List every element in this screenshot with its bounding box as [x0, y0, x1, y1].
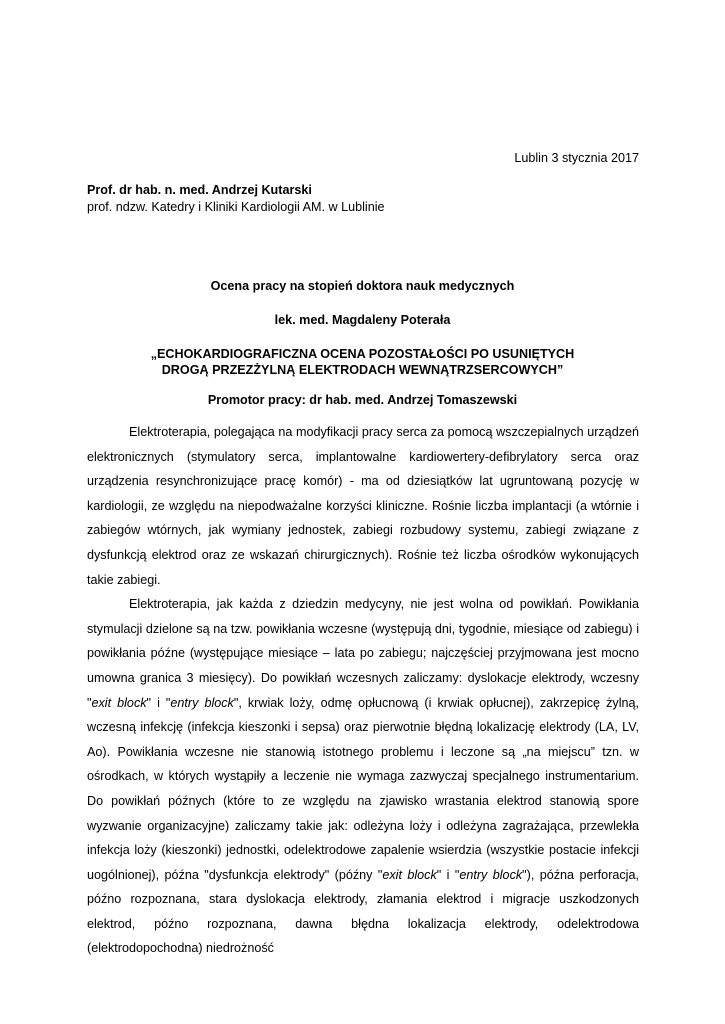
paragraph-2-part-a: Elektroterapia, jak każda z dziedzin medycyny, nie jest wolna od powikłań. Powikłania stymulacji dzielone są na tzw. powikłania wczesne (występują dni, tygodnie, miesiące od zabiegu) i powikłania późne (występujące miesiące – lata po zabiegu; najczęściej przyjmowana jest mocno umowna granica 3 miesięcy). Do powikłań wczesnych zaliczamy: dyslokacje elektrody, wczesny ": [87, 597, 639, 710]
author-name: Prof. dr hab. n. med. Andrzej Kutarski: [87, 183, 312, 197]
paragraph-2-part-c: ", krwiak loży, odmę opłucnową (i krwiak opłucnej), zakrzepicę żylną, wczesną infekcję (infekcja kieszonki i sepsa) oraz pierwotnie błędną lokalizację elektrody (LA, LV, Ao). Powikłania wczesne nie stanowią istotnego problemu i leczone są „na miejscu” tzn. w ośrodkach, w których wystąpiły a leczenie nie wymaga zazwyczaj specjalnego instrumentarium. Do powikłań późnych (które to ze względu na zjawisko wrastania elektrod stanowią spore wyzwanie organizacyjne) zaliczamy takie jak: odleżyna loży i odleżyna zagrażająca, przewlekła infekcja loży (kieszonki) jednostki, odelektrodowe zapalenie wsierdzia (wszystkie postacie infekcji uogólnionej), późna "dysfunkcja elektrody" (późny ": [87, 695, 639, 882]
thesis-title-line-1: „ECHOKARDIOGRAFICZNA OCENA POZOSTAŁOŚCI PO USUNIĘTYCH: [150, 347, 575, 361]
paragraph-1: Elektroterapia, polegająca na modyfikacji pracy serca za pomocą wszczepialnych urządzeń elektronicznych (stymulatory serca, implantowalne kardiowertery-defibrylatory serca oraz urządzenia resynchronizujące pracę komór) - ma od dziesiątków lat ugruntowaną pozycję w kardiologii, ze względu na niepodważalne korzyści kliniczne. Rośnie liczba implantacji (a wtórnie i zabiegów wtórnych, jak wymiany jednostek, zabiegi rozbudowy systemu, zabiegi związane z dysfunkcją elektrod oraz ze wskazań chirurgicznych). Rośnie też liczba ośrodków wykonujących takie zabiegi.: [87, 425, 639, 587]
exit-block-term: exit block: [91, 695, 147, 710]
letter-date: Lublin 3 stycznia 2017: [514, 151, 639, 165]
paragraph-2-part-d: " i ": [436, 867, 460, 882]
promotor-line: Promotor pracy: dr hab. med. Andrzej Tomaszewski: [207, 393, 518, 407]
review-body: [87, 420, 639, 961]
thesis-title-line-2: DROGĄ PRZEZŻYLNĄ ELEKTRODACH WEWNĄTRZSERCOWYCH”: [161, 363, 564, 377]
thesis-title: [87, 346, 638, 378]
author-block: [87, 182, 385, 216]
paragraph-2-part-e: "), późna perforacja, późno rozpoznana, stara dyslokacja elektrody, złamania elektrod i migracje uszkodzonych elektrod, późno rozpoznana, dawna błędna lokalizacja elektrody, odelektrodowa (elektrodopochodna) niedrożność: [87, 867, 639, 956]
paragraph-2: [87, 592, 639, 961]
paragraph-2-part-b: " i ": [146, 695, 171, 710]
entry-block-term: entry block: [459, 867, 523, 882]
review-title: Ocena pracy na stopień doktora nauk medycznych: [210, 279, 515, 293]
author-affiliation: prof. ndzw. Katedry i Kliniki Kardiologii AM. w Lublinie: [87, 200, 385, 214]
candidate-name: lek. med. Magdaleny Poterała: [274, 313, 451, 327]
entry-block-term: entry block: [170, 695, 234, 710]
exit-block-term: exit block: [382, 867, 437, 882]
